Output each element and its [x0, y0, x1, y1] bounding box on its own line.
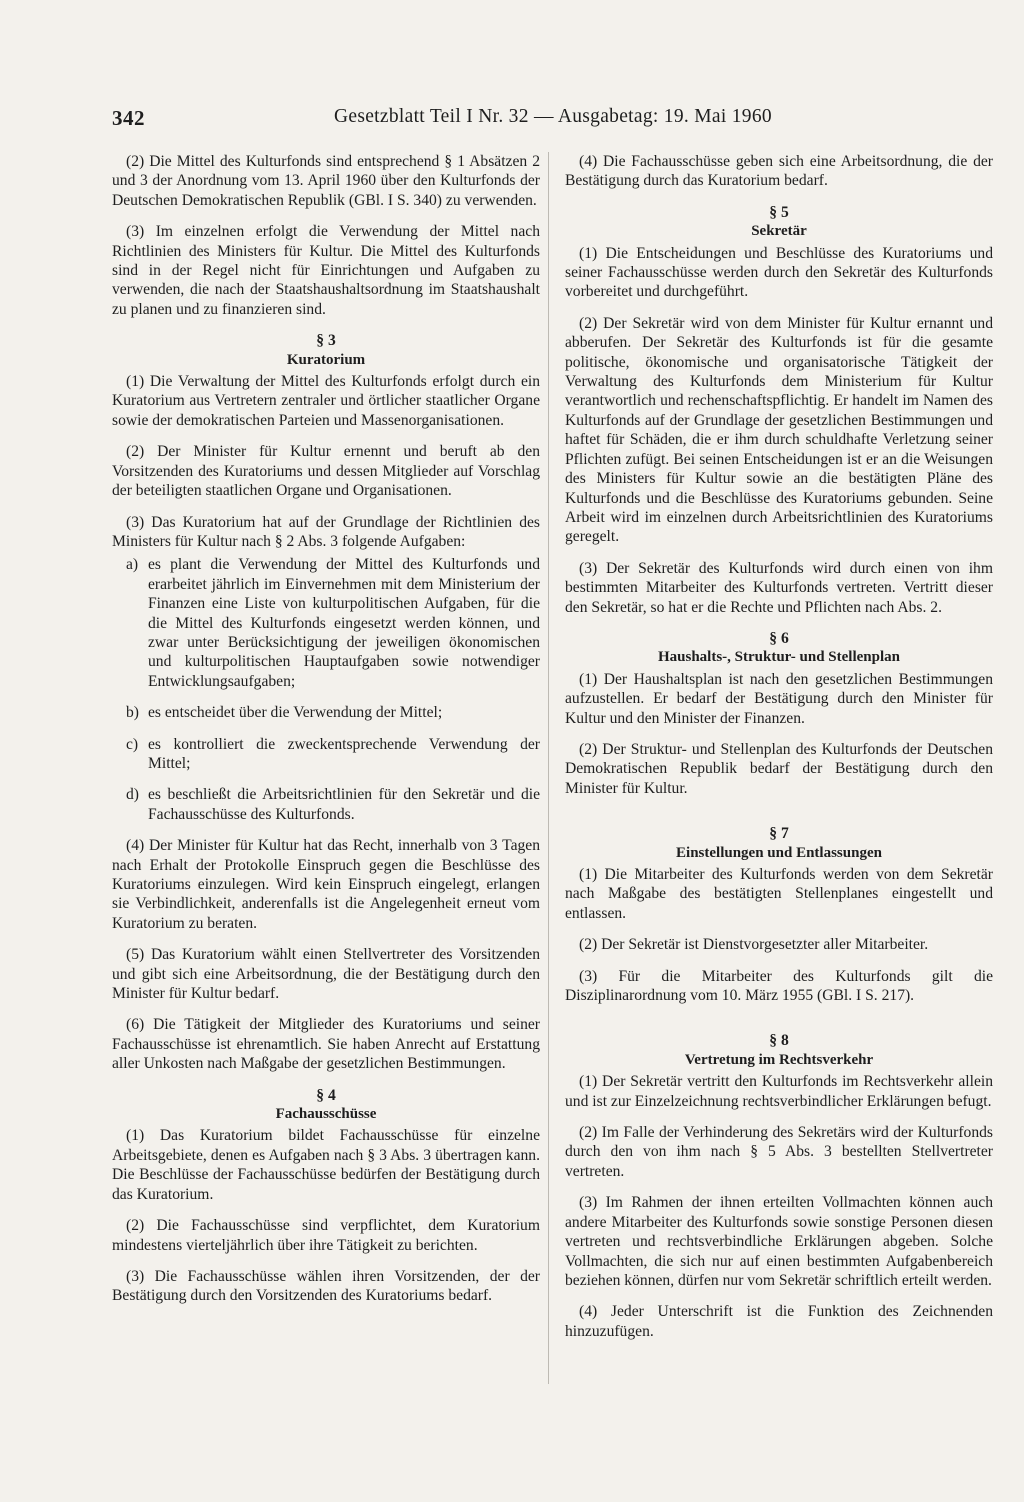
paragraph: (1) Die Entscheidungen und Beschlüsse des Kuratoriums und seiner Fachausschüsse werden durch den Sekretär des Kulturfonds vorbereitet und durchgeführt.	[565, 244, 993, 301]
paragraph: (1) Das Kuratorium bildet Fachausschüsse für einzelne Arbeitsgebiete, denen es Aufgaben nach § 3 Abs. 3 übertragen kann. Die Beschlüsse der Fachausschüsse bedürfen der Bestätigung durch das Kuratorium.	[112, 1127, 540, 1203]
section-title: Vertretung im Rechtsverkehr	[684, 1051, 874, 1068]
list-item-text: es kontrolliert die zweckentsprechende Verwendung der Mittel;	[148, 735, 540, 772]
paragraph: (2) Der Sekretär ist Dienstvorgesetzter aller Mitarbeiter.	[579, 936, 929, 954]
section-number: § 3	[316, 332, 336, 350]
paragraph: (4) Der Minister für Kultur hat das Recht, innerhalb von 3 Tagen nach Erhalt der Protokolle Einspruch gegen die Beschlüsse des Kuratoriums einzulegen. Wird kein Einspruch eingelegt, erlangen sie Verbindlichkeit, anderenfalls ist die Angelegenheit erneut vom Kuratorium zu beraten.	[112, 837, 540, 932]
paragraph: (2) Der Struktur- und Stellenplan des Kulturfonds der Deutschen Demokratischen Republik bedarf der Bestätigung durch den Minister für Kultur.	[565, 740, 993, 797]
list-item	[126, 785, 540, 824]
list-item-label: c)	[126, 735, 139, 753]
right-column	[565, 152, 993, 1353]
paragraph: (3) Die Fachausschüsse wählen ihren Vorsitzenden, der der Bestätigung durch den Vorsitzenden des Kuratoriums bedarf.	[112, 1267, 540, 1305]
paragraph: (2) Die Mittel des Kulturfonds sind entsprechend § 1 Absätzen 2 und 3 der Anordnung vom 13. April 1960 über den Kulturfonds der Deutschen Demokratischen Republik (GBl. I S. 340) zu verwenden.	[112, 153, 540, 209]
paragraph: (3) Im einzelnen erfolgt die Verwendung der Mittel nach Richtlinien des Ministers für Kultur. Die Mittel des Kulturfonds sind in der Regel nicht für Einrichtungen und Aufgaben zu verwenden, die nach der Staatshaushaltsordnung im Staatshaushalt zu planen und zu finanzieren sind.	[112, 223, 540, 318]
page-header	[112, 106, 1012, 136]
list-item-label: d)	[126, 786, 139, 804]
section-number: § 8	[769, 1032, 789, 1050]
list-item-text: es entscheidet über die Verwendung der Mittel;	[148, 704, 443, 722]
paragraph: (2) Im Falle der Verhinderung des Sekretärs wird der Kulturfonds durch den von ihm nach § 5 Abs. 3 bestellten Stellvertreter vertreten.	[565, 1124, 993, 1180]
paragraph: (2) Die Fachausschüsse sind verpflichtet, dem Kuratorium mindestens vierteljährlich über ihre Tätigkeit zu berichten.	[112, 1217, 540, 1254]
section-title: Sekretär	[751, 223, 807, 240]
list-item	[126, 735, 540, 774]
section-number: § 7	[769, 825, 789, 843]
list-item	[126, 703, 540, 722]
task-list	[112, 555, 540, 824]
gazette-title: Gesetzblatt Teil I Nr. 32 — Ausgabetag: 19. Mai 1960	[334, 106, 772, 127]
section-title: Kuratorium	[286, 351, 366, 368]
list-item-label: b)	[126, 704, 139, 722]
column-divider	[548, 152, 549, 1384]
paragraph: (1) Der Haushaltsplan ist nach den gesetzlichen Bestimmungen aufzustellen. Er bedarf der Bestätigung durch den Minister für Kultur und den Minister der Finanzen.	[565, 670, 993, 727]
paragraph: (1) Die Mitarbeiter des Kulturfonds werden von dem Sekretär nach Maßgabe des bestätigten Stellenplanes eingestellt und entlassen.	[565, 866, 993, 922]
section-title: Einstellungen und Entlassungen	[676, 844, 882, 861]
left-column	[112, 152, 540, 1318]
paragraph: (3) Der Sekretär des Kulturfonds wird durch einen von ihm bestimmten Mitarbeiter des Kulturfonds vertreten. Vertritt dieser den Sekretär, so hat er die Rechte und Pflichten nach Abs. 2.	[565, 559, 993, 616]
paragraph: (1) Der Sekretär vertritt den Kulturfonds im Rechtsverkehr allein und ist zur Einzelzeichnung rechtsverbindlicher Erklärungen befugt.	[565, 1073, 993, 1110]
list-item-text: es beschließt die Arbeitsrichtlinien für den Sekretär und die Fachausschüsse des Kulturfonds.	[148, 786, 540, 823]
paragraph: (5) Das Kuratorium wählt einen Stellvertreter des Vorsitzenden und gibt sich eine Arbeitsordnung, die der Bestätigung durch den Minister für Kultur bedarf.	[112, 946, 540, 1003]
paragraph: (2) Der Minister für Kultur ernennt und beruft ab den Vorsitzenden des Kuratoriums und dessen Mitglieder auf Vorschlag der beteiligten staatlichen Organe und Organisationen.	[112, 443, 540, 500]
section-number: § 4	[316, 1086, 336, 1104]
paragraph: (4) Die Fachausschüsse geben sich eine Arbeitsordnung, die der Bestätigung durch das Kuratorium bedarf.	[565, 153, 993, 190]
paragraph: (3) Für die Mitarbeiter des Kulturfonds gilt die Disziplinarordnung vom 10. März 1955 (GBl. I S. 217).	[565, 967, 993, 1005]
paragraph: (4) Jeder Unterschrift ist die Funktion des Zeichnenden hinzuzufügen.	[565, 1303, 993, 1340]
paragraph: (3) Im Rahmen der ihnen erteilten Vollmachten können auch andere Mitarbeiter des Kulturfonds sowie sonstige Personen diesen vertreten und rechtsverbindliche Erklärungen abgeben. Solche Vollmachten, die sich nur auf einen bestimmten Aufgabenbereich beziehen können, dürfen nur vom Sekretär schriftlich erteilt werden.	[565, 1194, 993, 1289]
list-item-label: a)	[126, 556, 139, 574]
section-number: § 5	[769, 203, 789, 221]
paragraph: (6) Die Tätigkeit der Mitglieder des Kuratoriums und seiner Fachausschüsse ist ehrenamtlich. Sie haben Anrecht auf Erstattung aller Unkosten nach Maßgabe der gesetzlichen Bestimmungen.	[112, 1016, 540, 1073]
section-number: § 6	[769, 629, 789, 647]
paragraph: (2) Der Sekretär wird von dem Minister für Kultur ernannt und abberufen. Der Sekretär des Kulturfonds ist für die gesamte politische, ökonomische und organisatorische Tätigkeit der Verwaltung des Kulturfonds dem Ministerium für Kultur verantwortlich und rechenschaftspflichtig. Er handelt im Namen des Kulturfonds auf der Grundlage der gesetzlichen Bestimmungen und haftet für Schäden, die er ihm durch schuldhafte Verletzung seiner Pflichten zufügt. Bei seinen Entscheidungen ist er an die Weisungen des Ministers für Kultur sowie an die bestätigten Pläne des Kulturfonds und die Beschlüsse des Kuratoriums gebunden. Seine Arbeit wird im einzelnen durch Arbeitsrichtlinien des Kuratoriums geregelt.	[565, 314, 993, 546]
section-title: Fachausschüsse	[275, 1106, 377, 1123]
paragraph: (1) Die Verwaltung der Mittel des Kulturfonds erfolgt durch ein Kuratorium aus Vertretern zentraler und örtlicher staatlicher Organe sowie der demokratischen Parteien und Massenorganisationen.	[112, 373, 540, 429]
page-number: 342	[112, 106, 145, 130]
list-item-text: es plant die Verwendung der Mittel des Kulturfonds und erarbeitet jährlich im Einvernehmen mit dem Ministerium der Finanzen eine Liste von kulturpolitischen Aufgaben, für die die Mittel des Kulturfonds eingesetzt werden können, und zwar unter Berücksichtigung der jeweiligen ökonomischen und kulturpolitischen Hauptaufgaben sowie notwendiger Entwicklungsaufgaben;	[148, 556, 540, 690]
paragraph: (3) Das Kuratorium hat auf der Grundlage der Richtlinien des Ministers für Kultur nach § 2 Abs. 3 folgende Aufgaben:	[112, 513, 540, 550]
list-item	[126, 555, 540, 691]
section-title: Haushalts-, Struktur- und Stellenplan	[657, 649, 900, 666]
